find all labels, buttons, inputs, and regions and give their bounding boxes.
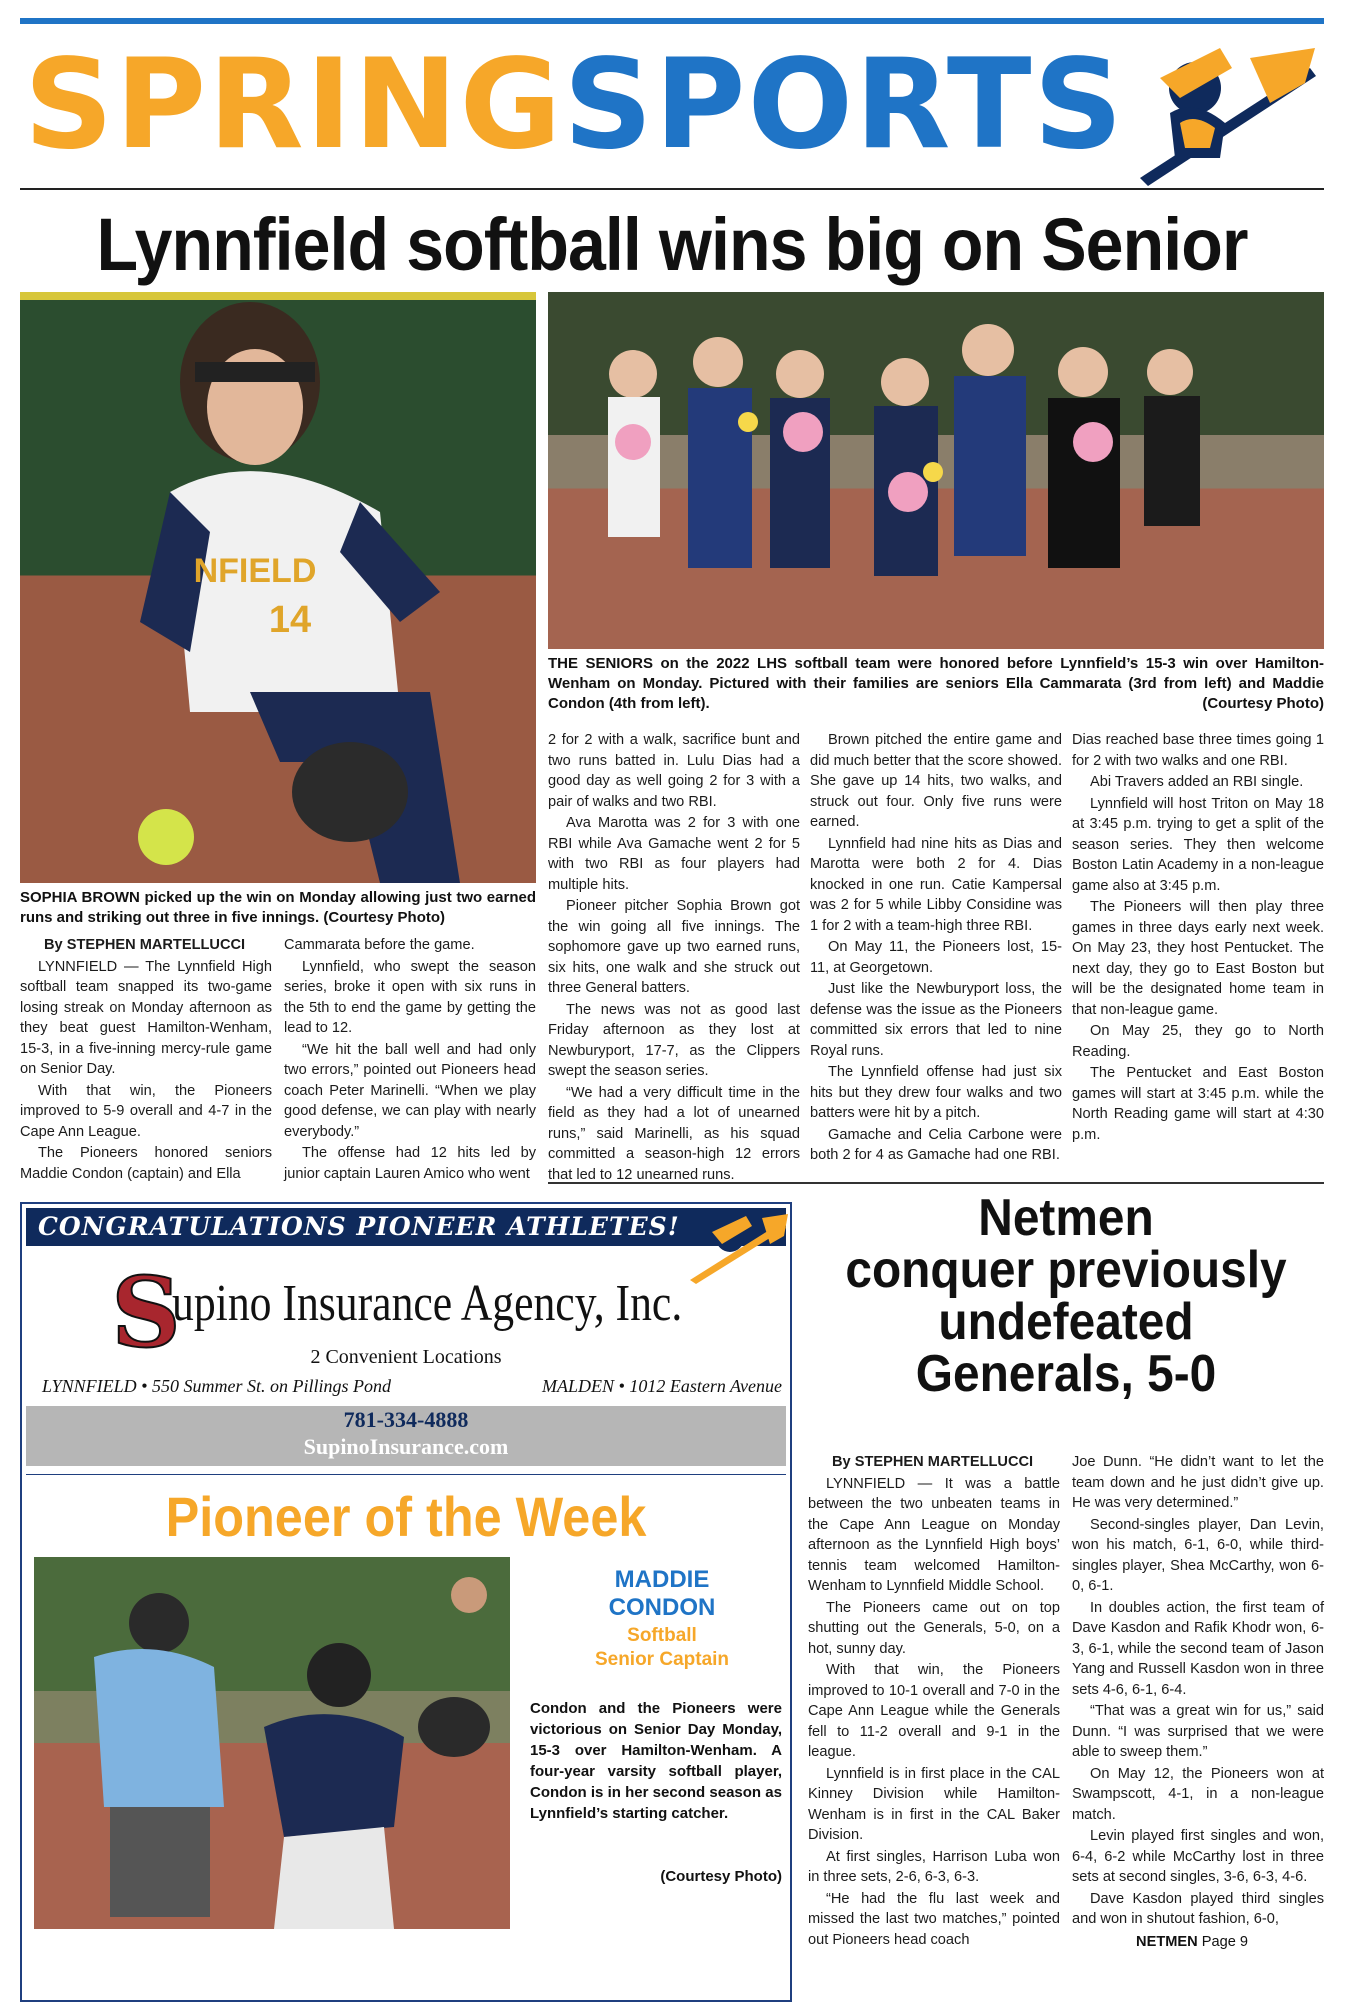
- story1-paragraph: Abi Travers added an RBI single.: [1090, 774, 1304, 790]
- story1-column-3: [548, 730, 800, 1186]
- story1-paragraph: LYNNFIELD — The Lynnfield High softball team snapped its two-game losing streak on Monday afternoon as they beat guest Hamilton-Wenham, 15-3, in a five-inning mercy-rule game on Senior Day.: [20, 958, 272, 1077]
- story1-paragraph: The Pioneers will then play three games in three days early next week. On May 23, they host Pentucket. The next day, they go to East Boston but will be the designated home team in that non-league game.: [1072, 899, 1324, 1018]
- story1-paragraph: The offense had 12 hits led by junior captain Lauren Amico who went: [284, 1145, 536, 1182]
- story1-paragraph: Just like the Newburyport loss, the defense was the issue as the Pioneers committed six errors that led to nine Royal runs.: [810, 981, 1062, 1059]
- story1-paragraph: Gamache and Celia Carbone were both 2 for 4 as Gamache had one RBI.: [810, 1126, 1062, 1163]
- story1-paragraph: The Pioneers honored seniors Maddie Condon (captain) and Ella: [20, 1145, 272, 1182]
- continued-jump-line: [1072, 1934, 1248, 1950]
- story2-paragraph: In doubles action, the first team of Dave Kasdon and Rafik Khodr won, 6-3, 6-1, while the second team of Jason Yang and Russell Kasdon won in three sets 4-6, 6-1, 6-4.: [1072, 1599, 1324, 1698]
- netmen-headline: [829, 1189, 1304, 1403]
- svg-text:S: S: [111, 1256, 181, 1369]
- ad-phone: 781-334-4888: [343, 1407, 469, 1432]
- malden-address: MALDEN • 1012 Eastern Avenue: [542, 1376, 782, 1396]
- section-masthead: [24, 30, 1125, 180]
- story1-byline: By STEPHEN MARTELLUCCI: [44, 937, 246, 953]
- story1-column-2: [284, 935, 536, 1185]
- pow-athlete-role: [542, 1624, 782, 1672]
- story2-paragraph: LYNNFIELD — It was a battle between the two unbeaten teams in the Cape Ann League on Monday afternoon as the Lynnfield High boys’ tennis team welcomed Hamilton-Wenham to Lynnfield Middle School.: [808, 1475, 1060, 1594]
- story2-column-1: [808, 1452, 1060, 1951]
- seniors-caption-text: THE SENIORS on the 2022 LHS softball team were honored before Lynnfield’s 15-3 win over Hamilton-Wenham on Monday. Pictured with their families are seniors Ella Cammarata (3rd from left) and Maddie Condon (4th from left).: [548, 655, 1324, 712]
- story2-paragraph: The Pioneers came out on top shutting out the Generals, 5-0, on a hot, sunny day.: [808, 1599, 1060, 1657]
- story1-column-4: [810, 730, 1062, 1167]
- story2-paragraph: Lynnfield is in first place in the CAL Kinney Division while Hamilton-Wenham is in first in the CAL Baker Division.: [808, 1765, 1060, 1843]
- pow-athlete-name: [542, 1566, 782, 1622]
- story1-paragraph: On May 25, they go to North Reading.: [1072, 1023, 1324, 1060]
- seniors-group-photo: [548, 292, 1324, 649]
- story1-paragraph: The Pentucket and East Boston games will start at 3:45 p.m. while the North Reading game will start at 4:30 p.m.: [1072, 1065, 1324, 1143]
- jump-label: NETMEN: [1136, 1934, 1198, 1950]
- story1-paragraph: The news was not as good last Friday afternoon as they lost at Newburyport, 17-7, as the Clippers swept the season series.: [548, 1001, 800, 1079]
- story1-paragraph: Ava Marotta was 2 for 3 with one RBI while Ava Gamache went 2 for 5 with two RBI as four players had multiple hits.: [548, 815, 800, 893]
- headline-line: Netmen: [978, 1189, 1154, 1247]
- ad-locations: 2 Convenient Locations: [310, 1346, 502, 1368]
- story1-paragraph: “We hit the ball well and had only two errors,” pointed out Pioneers head coach Peter Marinelli. “When we play good defense, we can play with nearly everybody.”: [284, 1041, 536, 1140]
- story2-paragraph: Second-singles player, Dan Levin, won his match, 6-1, 6-0, while third-singles player, Shea McCarthy, won 6-0, 6-1.: [1072, 1516, 1324, 1594]
- story1-column-1: [20, 935, 272, 1185]
- story1-paragraph: Lynnfield had nine hits as Dias and Marotta were both 2 for 4. Dias knocked in one run. Catie Kampersal was 2 for 5 while Libby Considine was 1 for 2 with a team-high three RBI.: [810, 835, 1062, 934]
- story2-paragraph: On May 12, the Pioneers won at Swampscott, 4-1, in a non-league match.: [1072, 1765, 1324, 1823]
- catcher-photo: [34, 1557, 510, 1929]
- ad-addresses: [42, 1376, 782, 1397]
- pow-sport: Softball: [627, 1625, 697, 1646]
- pow-description: Condon and the Pioneers were victorious on Senior Day Monday, 15-3 over Hamilton-Wenham. A four-year varsity softball player, Condon is in her second season as Lynnfield’s starting catcher.: [530, 1700, 782, 1822]
- pow-name-line: CONDON: [608, 1594, 716, 1621]
- ad-congrats-banner: CONGRATULATIONS PIONEER ATHLETES!: [26, 1208, 786, 1246]
- story2-paragraph: Levin played first singles and won, 6-4, 6-2 while McCarthy lost in three sets at second singles, 3-6, 6-3, 4-6.: [1072, 1828, 1324, 1885]
- story1-paragraph: Lynnfield, who swept the season series, broke it open with six runs in the 5th to end the game by getting the lead to 12.: [284, 958, 536, 1036]
- story2-paragraph: At first singles, Harrison Luba won in three sets, 2-6, 6-3, 6-3.: [808, 1848, 1060, 1885]
- pioneer-of-week-title: Pioneer of the Week: [165, 1485, 647, 1548]
- lynnfield-address: LYNNFIELD • 550 Summer St. on Pillings Pond: [42, 1376, 391, 1396]
- seniors-photo-caption: [548, 654, 1324, 714]
- story1-paragraph: Cammarata before the game.: [284, 937, 475, 953]
- story1-paragraph: With that win, the Pioneers improved to 5-9 overall and 4-7 in the Cape Ann League.: [20, 1082, 272, 1140]
- story-headline: Lynnfield softball wins big on Senior: [96, 203, 1248, 286]
- story2-paragraph: “That was a great win for us,” said Dunn. “I was surprised that we were able to sweep them.”: [1072, 1703, 1324, 1760]
- masthead-rule: [20, 188, 1324, 190]
- top-blue-rule: [20, 18, 1324, 24]
- svg-text:14: 14: [268, 599, 312, 641]
- story1-paragraph: “We had a very difficult time in the field as they had a lot of unearned runs,” said Marinelli, as his squad committed a season-high 12 errors that led to 12 unearned runs.: [548, 1084, 800, 1183]
- pow-role: Senior Captain: [594, 1649, 730, 1670]
- headline-line: conquer previously: [845, 1241, 1287, 1299]
- svg-text:NFIELD: NFIELD: [193, 552, 317, 590]
- story1-column-5: [1072, 730, 1324, 1146]
- story2-column-2: [1072, 1452, 1324, 1931]
- pitcher-photo: [20, 292, 536, 883]
- agency-name: upino Insurance Agency, Inc.: [172, 1275, 683, 1332]
- seniors-caption-credit: (Courtesy Photo): [1202, 695, 1324, 712]
- story1-paragraph: The Lynnfield offense had just six hits but they drew four walks and two batters were hit by a pitch.: [810, 1064, 1062, 1121]
- story-divider: [548, 1182, 1324, 1184]
- story1-paragraph: 2 for 2 with a walk, sacrifice bunt and two runs batted in. Lulu Dias had a good day as well going 2 for 3 with a pair of walks and two RBI.: [548, 732, 800, 810]
- story1-paragraph: Pioneer pitcher Sophia Brown got the win going all five innings. The sophomore gave up two earned runs, six hits, one walk and she struck out three General batters.: [548, 898, 800, 996]
- headline-line: undefeated: [938, 1293, 1194, 1351]
- pitcher-photo-caption: SOPHIA BROWN picked up the win on Monday allowing just two earned runs and striking out three in five innings. (Courtesy Photo): [20, 889, 536, 926]
- ad-divider: [26, 1474, 786, 1475]
- ad-website: SupinoInsurance.com: [303, 1434, 509, 1459]
- masthead-spring: SPRING: [24, 33, 564, 177]
- story2-paragraph: Joe Dunn. “He didn’t want to let the team down and he just didn’t give up. He was very determined.”: [1072, 1454, 1324, 1511]
- story1-paragraph: On May 11, the Pioneers lost, 15-11, at Georgetown.: [810, 939, 1062, 976]
- pioneer-mascot-icon: [686, 1208, 790, 1284]
- story1-paragraph: Lynnfield will host Triton on May 18 at 3:45 p.m. trying to get a split of the season series. They then welcome Boston Latin Academy in a non-league game also at 3:45 p.m.: [1072, 795, 1324, 894]
- pow-photo-credit: (Courtesy Photo): [660, 1868, 782, 1885]
- story2-paragraph: “He had the flu last week and missed the last two matches,” pointed out Pioneers head coach: [808, 1890, 1060, 1948]
- story2-paragraph: Dave Kasdon played third singles and won in shutout fashion, 6-0,: [1072, 1890, 1324, 1927]
- ad-contact-bar: [26, 1406, 786, 1466]
- pioneer-mascot-icon: [1100, 28, 1330, 188]
- pow-name-line: MADDIE: [614, 1566, 710, 1593]
- jump-page: Page 9: [1201, 1934, 1248, 1950]
- story2-paragraph: With that win, the Pioneers improved to 10-1 overall and 7-0 in the Cape Ann League while the Generals fell to 11-2 overall and 9-1 in the league.: [808, 1662, 1060, 1760]
- story1-paragraph: Brown pitched the entire game and did much better that the score showed. She gave up 14 hits, two walks, and struck out four. Only five runs were earned.: [810, 732, 1062, 830]
- story2-byline: By STEPHEN MARTELLUCCI: [832, 1454, 1034, 1470]
- story1-paragraph: Dias reached base three times going 1 for 2 with two walks and one RBI.: [1072, 732, 1324, 769]
- masthead-sports: SPORTS: [563, 33, 1125, 177]
- headline-line: Generals, 5-0: [915, 1345, 1217, 1403]
